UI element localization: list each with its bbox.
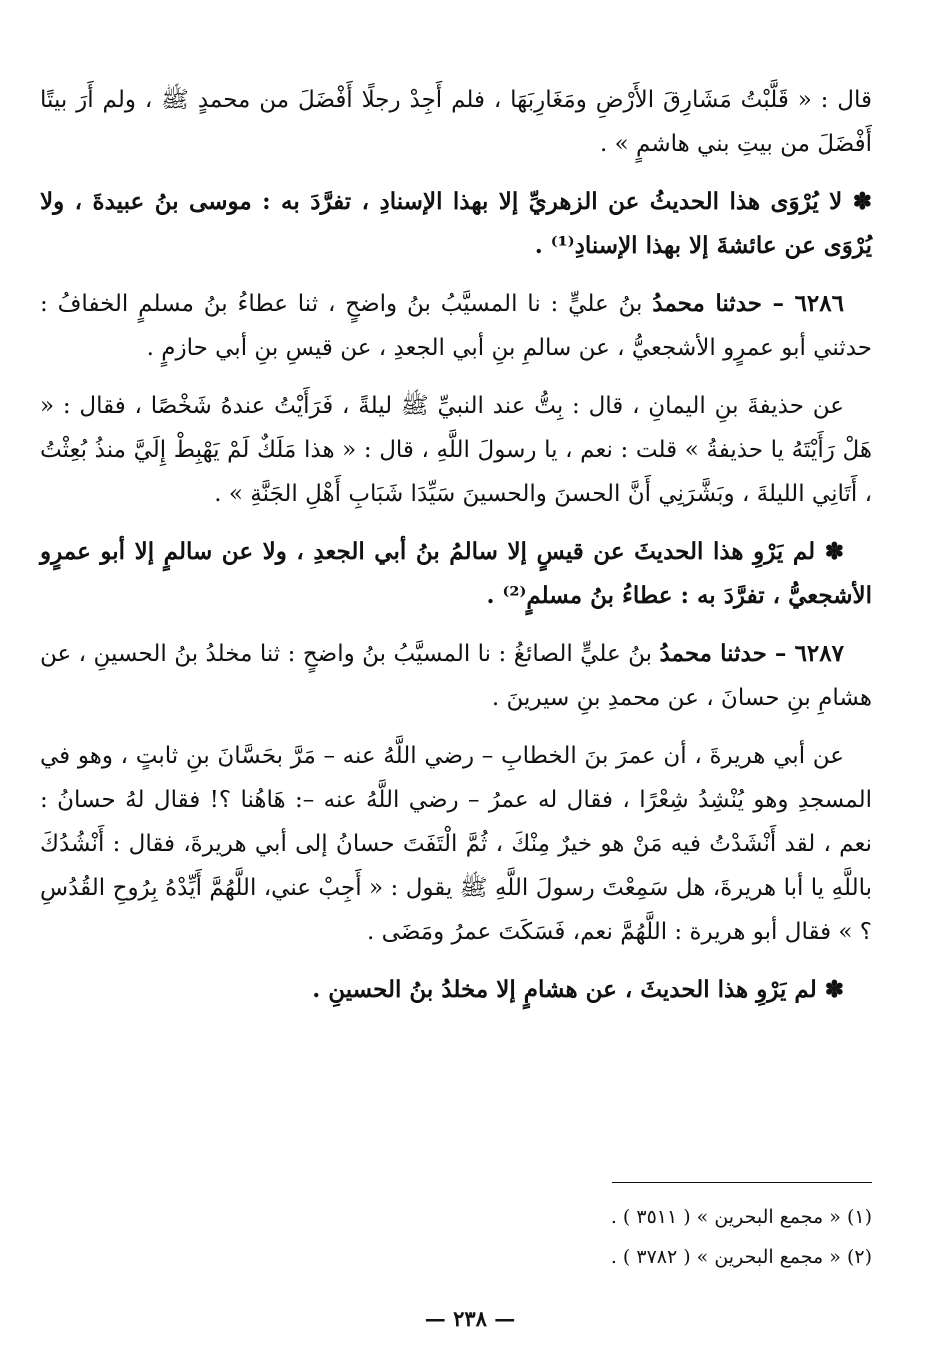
commentary-2: ✽ لم يَرْوِ هذا الحديثَ عن قيسٍ إلا سالمُ بنُ أبي الجعدِ ، ولا عن سالمٍ إلا أبو عمرٍو الأشجعيُّ ، تفرَّدَ به : عطاءُ بنُ مسلمٍ⁽²⁾ . bbox=[40, 538, 872, 609]
commentary-3: ✽ لم يَرْوِ هذا الحديثَ ، عن هشامٍ إلا مخلدُ بنُ الحسينِ . bbox=[312, 976, 844, 1003]
hadith-number: ٦٢٨٦ bbox=[794, 290, 844, 317]
footnote-text: « مجمع البحرين » ( ٣٧٨٢ ) . bbox=[610, 1246, 841, 1268]
footnote-1 bbox=[40, 1197, 872, 1237]
main-text bbox=[40, 78, 872, 1026]
footnote-divider bbox=[612, 1182, 872, 1183]
hadith-text-2: عن أبي هريرةَ ، أن عمرَ بنَ الخطابِ – رضي اللَّهُ عنه – مَرَّ بحَسَّانَ بنِ ثابتٍ ، وهو في المسجدِ وهو يُنْشِدُ شِعْرًا ، فقال له عمرُ – رضي اللَّهُ عنه –: هَاهُنا ؟! فقال لهُ حسانُ : نعم ، لقد أَنْشَدْتُ فيه مَنْ هو خيرٌ مِنْكَ ، ثُمَّ الْتَفَتَ حسانُ إلى أبي هريرةَ، فقال : أَنْشُدُكَ باللَّهِ يا أبا هريرةَ، هل سَمِعْتَ رسولَ اللَّهِ ﷺ يقول : « أَجِبْ عني، اللَّهُمَّ أَيِّدْهُ بِرُوحِ القُدُسِ ؟ » فقال أبو هريرة : اللَّهُمَّ نعم، فَسَكَتَ عمرُ ومَضَى . bbox=[40, 743, 872, 945]
footnote-2 bbox=[40, 1237, 872, 1277]
hadith-chain: بنُ عليٍّ الصائغُ : نا المسيَّبُ بنُ واضحٍ : ثنا مخلدُ بنُ الحسينِ ، عن هشامِ بنِ حسانَ ، عن محمدِ بنِ سيرينَ . bbox=[40, 641, 872, 711]
footnote-mark: (٢) bbox=[846, 1246, 872, 1268]
hadith-6287: ٦٢٨٧ – حدثنا محمدُ بنُ عليٍّ الصائغُ : نا المسيَّبُ بنُ واضحٍ : ثنا مخلدُ بنُ الحسينِ ، عن هشامِ بنِ حسانَ ، عن محمدِ بنِ سيرينَ . bbox=[40, 640, 872, 711]
hadith-lead: حدثنا محمدُ bbox=[659, 640, 767, 667]
page-number: — ٢٣٨ — bbox=[424, 1306, 516, 1331]
hadith-chain: بنُ عليٍّ : نا المسيَّبُ بنُ واضحٍ ، ثنا عطاءُ بنُ مسلمٍ الخفافُ : حدثني أبو عمرٍو الأشجعيُّ ، عن سالمِ بنِ أبي الجعدِ ، عن قيسِ بنِ أبي حازمٍ . bbox=[40, 291, 872, 361]
hadith-lead: حدثنا محمدُ bbox=[652, 290, 762, 317]
paragraph-1: قال : « قَلَّبْتُ مَشَارِقَ الأَرْضِ ومَغَارِبَهَا ، فلم أَجِدْ رجلًا أَفْضَلَ من محمدٍ ﷺ ، ولم أَرَ بيتًا أَفْضَلَ من بيتِ بني هاشمٍ » . bbox=[40, 87, 872, 157]
commentary-1: ✽ لا يُرْوَى هذا الحديثُ عن الزهريِّ إلا بهذا الإسنادِ ، تفرَّدَ به : موسى بنُ عبيدةَ ، ولا يُرْوَى عن عائشةَ إلا بهذا الإسنادِ⁽¹⁾ . bbox=[40, 188, 872, 259]
hadith-text-1: عن حذيفةَ بنِ اليمانِ ، قال : بِتُّ عند النبيِّ ﷺ ليلةً ، فَرَأَيْتُ عندهُ شَخْصًا ، فقال : « هَلْ رَأَيْتَهُ يا حذيفةُ » قلت : نعم ، يا رسولَ اللَّهِ ، قال : « هذا مَلَكٌ لَمْ يَهْبِطْ إِلَيَّ منذُ بُعِثْتُ ، أَتَانِي الليلةَ ، وبَشَّرَنِي أَنَّ الحسنَ والحسينَ سَيِّدَا شَبَابِ أَهْلِ الجَنَّةِ » . bbox=[40, 393, 872, 507]
footnotes bbox=[40, 1197, 872, 1277]
footnote-mark: (١) bbox=[846, 1206, 872, 1228]
footnote-text: « مجمع البحرين » ( ٣٥١١ ) . bbox=[610, 1206, 841, 1228]
hadith-6286: ٦٢٨٦ – حدثنا محمدُ بنُ عليٍّ : نا المسيَّبُ بنُ واضحٍ ، ثنا عطاءُ بنُ مسلمٍ الخفافُ : حدثني أبو عمرٍو الأشجعيُّ ، عن سالمِ بنِ أبي الجعدِ ، عن قيسِ بنِ أبي حازمٍ . bbox=[40, 290, 872, 361]
hadith-number: ٦٢٨٧ bbox=[794, 640, 844, 667]
